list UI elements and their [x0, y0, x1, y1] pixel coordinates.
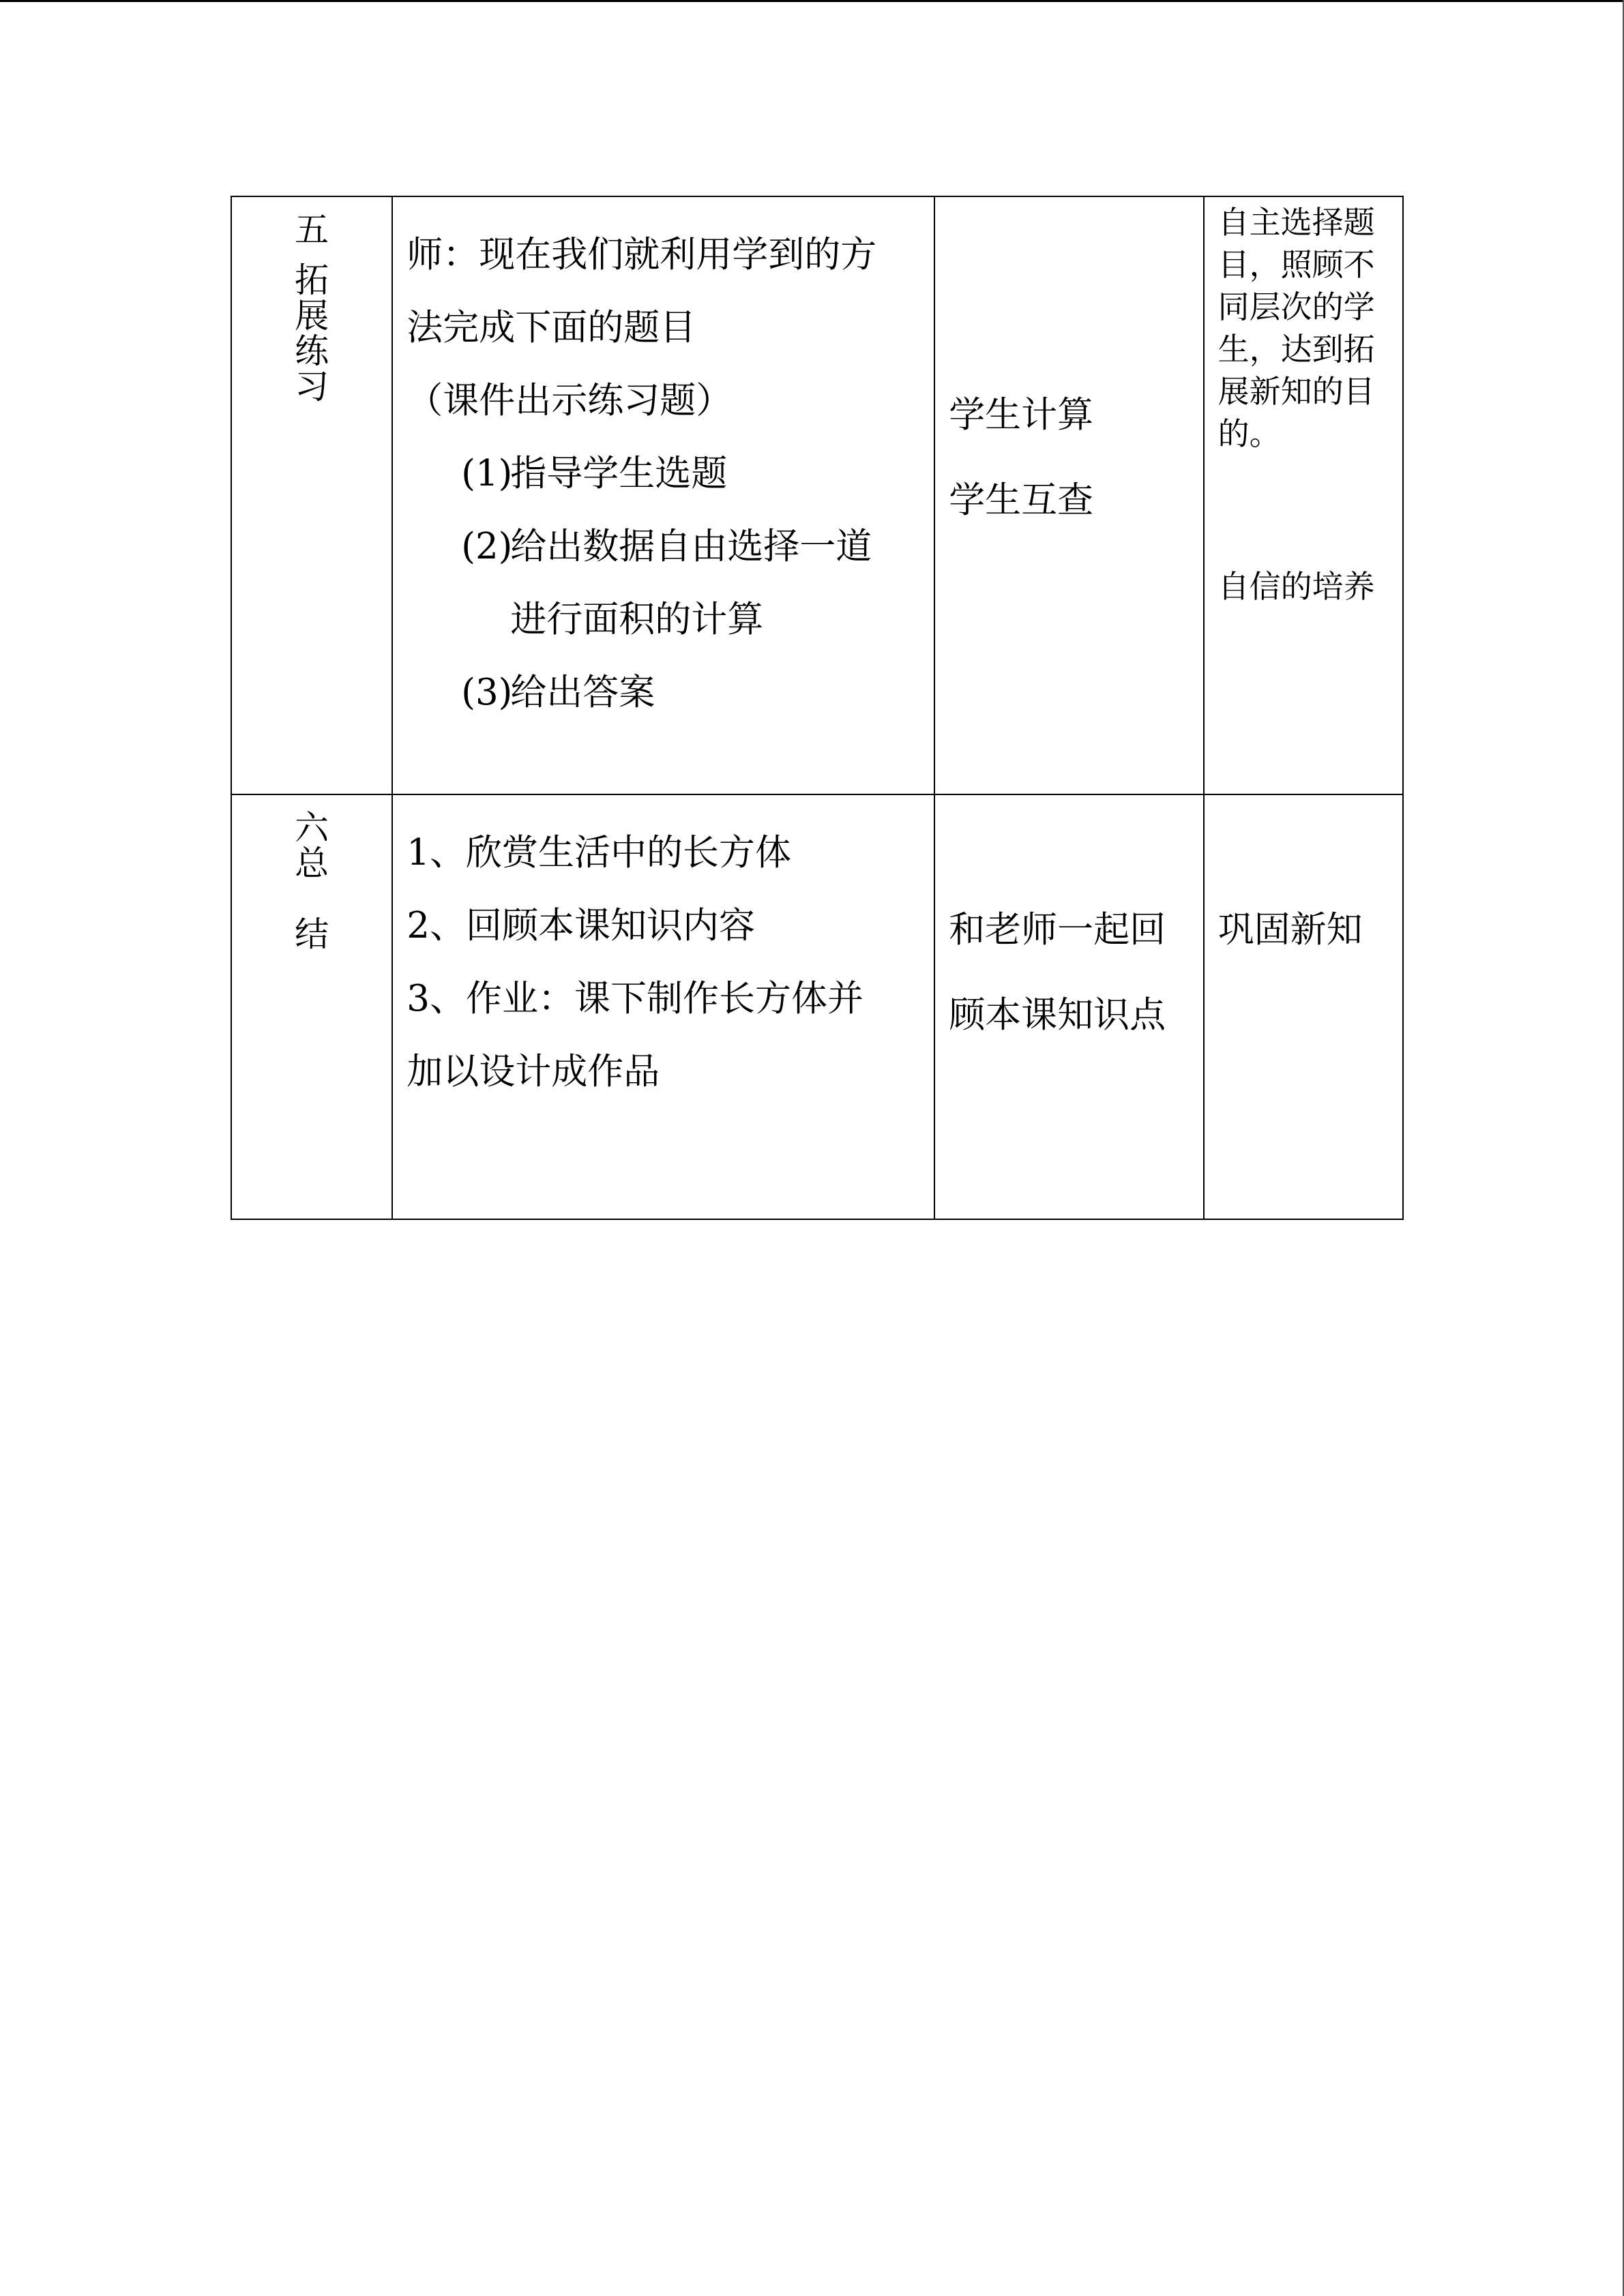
step-text: 给出数据自由选择一道 — [510, 526, 872, 567]
table-row-extension-practice — [231, 196, 1403, 794]
intent-text-line: 的。 — [1217, 415, 1281, 452]
lesson-plan-table — [231, 196, 1404, 1220]
student-text-line: 学生互查 — [949, 479, 1094, 521]
intent-text-line: 目，照顾不 — [1217, 246, 1375, 283]
page-top-border — [0, 0, 1624, 2]
teacher-text-line: （课件出示练习题） — [407, 380, 733, 421]
intent-text-line: 生，达到拓 — [1217, 331, 1375, 368]
intent-spacer — [1218, 455, 1391, 565]
teacher-activity-cell — [392, 196, 934, 794]
step-number: (2) — [461, 526, 513, 567]
intent-text-line: 自信的培养 — [1217, 568, 1375, 605]
stage-title-char: 拓 — [295, 260, 329, 300]
intent-text-line: 展新知的目 — [1217, 373, 1375, 410]
intent-text-line: 巩固新知 — [1217, 909, 1363, 951]
stage-cell — [231, 196, 392, 794]
student-text-line: 顾本课知识点 — [949, 994, 1166, 1036]
design-intent-cell — [1204, 794, 1403, 1219]
step-text: 给出答案 — [510, 672, 655, 713]
stage-title-char: 习 — [295, 367, 329, 406]
step-number: (3) — [461, 672, 513, 713]
design-intent-cell — [1204, 196, 1403, 794]
intent-text-line: 自主选择题 — [1217, 204, 1375, 241]
teacher-text-line: 法完成下面的题目 — [407, 307, 696, 348]
teacher-step-item — [407, 650, 920, 735]
stage-gap — [232, 881, 392, 916]
step-number: (1) — [461, 453, 513, 494]
teacher-step-continuation: 进行面积的计算 — [510, 599, 764, 640]
stage-title-char: 练 — [295, 331, 329, 371]
student-text-line: 和老师一起回 — [949, 909, 1166, 951]
stage-title-char: 总 — [295, 844, 329, 883]
table-row-summary — [231, 794, 1403, 1219]
step-text: 指导学生选题 — [510, 453, 728, 494]
student-text-line: 学生计算 — [949, 394, 1094, 436]
stage-number: 六 — [295, 808, 329, 848]
teacher-text-line: 2、回顾本课知识内容 — [407, 905, 755, 946]
intent-text-line: 同层次的学 — [1217, 288, 1375, 325]
teacher-text-line: 师：现在我们就利用学到的方 — [407, 234, 877, 275]
stage-number: 五 — [295, 210, 329, 250]
teacher-text-line: 加以设计成作品 — [407, 1051, 660, 1092]
teacher-activity-cell — [392, 794, 934, 1219]
teacher-text-line: 3、作业：课下制作长方体并 — [407, 978, 863, 1019]
teacher-text-line: 1、欣赏生活中的长方体 — [407, 832, 791, 874]
stage-title-char: 结 — [295, 914, 329, 954]
stage-cell — [231, 794, 392, 1219]
stage-title-char: 展 — [295, 296, 329, 336]
student-activity-cell — [934, 196, 1203, 794]
student-activity-cell — [934, 794, 1203, 1219]
